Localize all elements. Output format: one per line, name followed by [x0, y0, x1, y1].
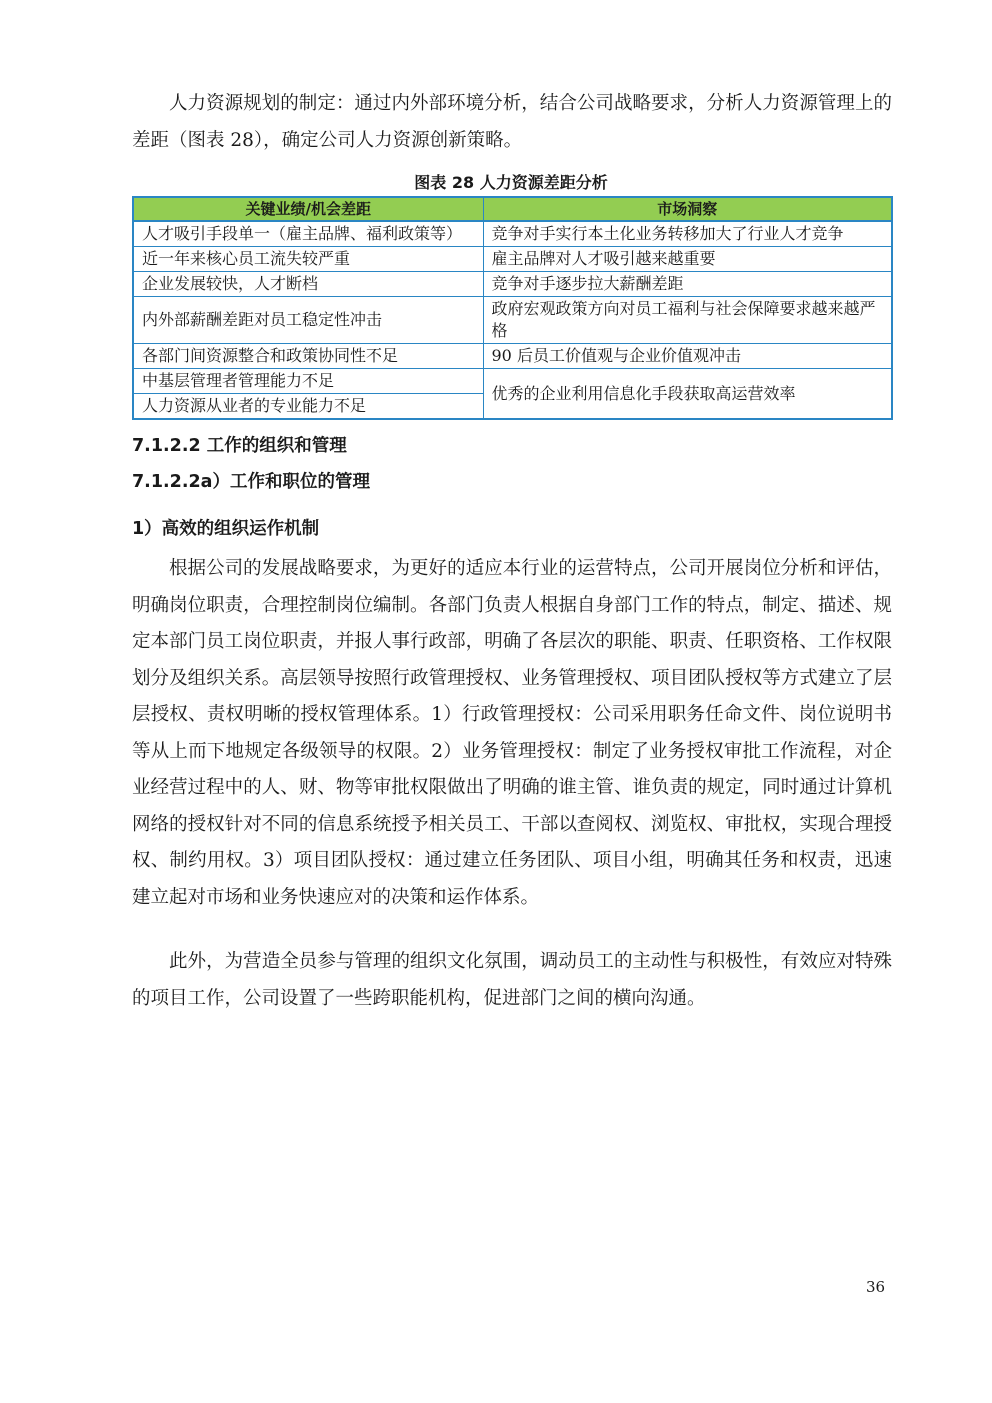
table-row — [133, 247, 892, 272]
gap-cell: 人才吸引手段单一（雇主品牌、福利政策等） — [133, 221, 483, 247]
body-paragraph: 此外，为营造全员参与管理的组织文化氛围，调动员工的主动性与积极性，有效应对特殊的项目工作，公司设置了一些跨职能机构，促进部门之间的横向沟通。 — [132, 951, 892, 1009]
gap-cell: 企业发展较快，人才断档 — [133, 272, 483, 297]
insight-cell: 雇主品牌对人才吸引越来越重要 — [483, 247, 892, 272]
item-heading: 1）高效的组织运作机制 — [132, 519, 320, 539]
table-row — [133, 297, 892, 344]
intro-paragraph: 人力资源规划的制定：通过内外部环境分析，结合公司战略要求，分析人力资源管理上的差距（图表 28），确定公司人力资源创新策略。 — [132, 93, 892, 151]
gap-cell: 各部门间资源整合和政策协同性不足 — [133, 344, 483, 369]
gap-cell: 内外部薪酬差距对员工稳定性冲击 — [133, 297, 483, 344]
table-header-row — [133, 197, 892, 221]
insight-cell: 竞争对手逐步拉大薪酬差距 — [483, 272, 892, 297]
subsection-heading: 7.1.2.2a）工作和职位的管理 — [132, 472, 370, 492]
gap-analysis-table — [132, 196, 893, 420]
gap-cell: 中基层管理者管理能力不足 — [133, 369, 483, 394]
table-row — [133, 272, 892, 297]
insight-cell: 政府宏观政策方向对员工福利与社会保障要求越来越严格 — [483, 297, 892, 344]
table-row — [133, 344, 892, 369]
body-paragraph: 根据公司的发展战略要求，为更好的适应本行业的运营特点，公司开展岗位分析和评估，明确岗位职责，合理控制岗位编制。各部门负责人根据自身部门工作的特点，制定、描述、规定本部门员工岗位职责，并报人事行政部，明确了各层次的职能、职责、任职资格、工作权限划分及组织关系。高层领导按照行政管理授权、业务管理授权、项目团队授权等方式建立了层层授权、责权明晰的授权管理体系。1）行政管理授权：公司采用职务任命文件、岗位说明书等从上而下地规定各级领导的权限。2）业务管理授权：制定了业务授权审批工作流程，对企业经营过程中的人、财、物等审批权限做出了明确的谁主管、谁负责的规定，同时通过计算机网络的授权针对不同的信息系统授予相关员工、干部以查阅权、浏览权、审批权，实现合理授权、制约用权。3）项目团队授权：通过建立任务团队、项目小组，明确其任务和权责，迅速建立起对市场和业务快速应对的决策和运作体系。 — [132, 558, 892, 908]
page-number: 36 — [866, 1278, 886, 1296]
insight-cell: 90 后员工价值观与企业价值观冲击 — [483, 344, 892, 369]
insight-cell: 优秀的企业利用信息化手段获取高运营效率 — [483, 369, 892, 420]
header-insight: 市场洞察 — [483, 197, 892, 221]
table-row — [133, 221, 892, 247]
section-heading: 7.1.2.2 工作的组织和管理 — [132, 436, 347, 456]
gap-cell: 人力资源从业者的专业能力不足 — [133, 394, 483, 420]
header-gap: 关键业绩/机会差距 — [133, 197, 483, 221]
insight-cell: 竞争对手实行本土化业务转移加大了行业人才竞争 — [483, 221, 892, 247]
table-row — [133, 369, 892, 394]
gap-cell: 近一年来核心员工流失较严重 — [133, 247, 483, 272]
table-caption: 图表 28 人力资源差距分析 — [414, 173, 608, 192]
